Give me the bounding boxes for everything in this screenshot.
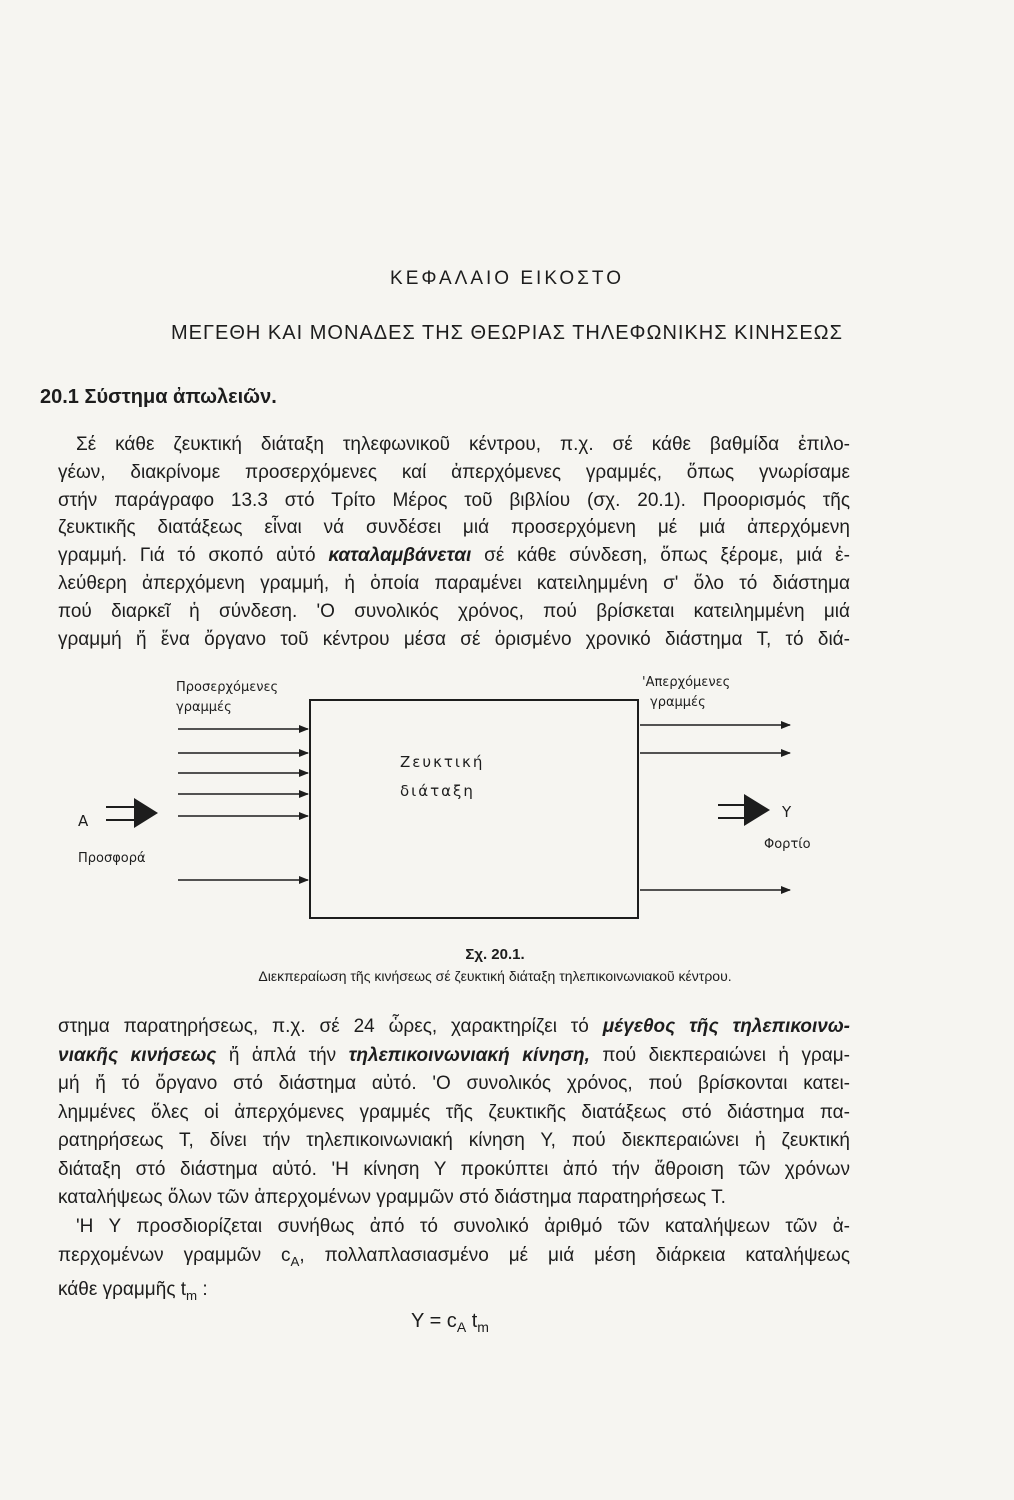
block-label: διάταξη	[400, 782, 475, 800]
chapter-heading: ΚΕΦΑΛΑΙΟ ΕΙΚΟΣΤΟ	[390, 268, 624, 289]
text-line: στήν παράγραφο 13.3 στό Τρίτο Μέρος τοῦ βιβλίου (σχ. 20.1). Προορισμός τῆς	[58, 489, 850, 511]
paragraph-3	[58, 1213, 850, 1310]
text-run: περχομένων γραμμῶν c	[58, 1244, 291, 1266]
emphasis-term: καταλαμβάνεται	[328, 545, 472, 567]
incoming-label: γραμμές	[176, 700, 232, 715]
text-line: λημμένες ὅλες οἱ ἀπερχόμενες γραμμές τῆς ζευκτικῆς διατάξεως στό διάστημα πα-	[58, 1101, 850, 1123]
text-run: σέ κάθε σύνδεση, ὅπως ξέρομε, μιά ἐ-	[471, 545, 850, 567]
load-symbol: Y	[782, 803, 792, 821]
outgoing-label: 'Απερχόμενες	[642, 675, 731, 690]
text-line	[58, 1276, 850, 1310]
text-line: ζευκτικῆς διατάξεως εἶναι νά συνδέσει μιά προσερχόμενη μέ μιά ἀπερχόμενη	[58, 517, 850, 539]
traffic-formula	[0, 1310, 900, 1335]
outgoing-label: γραμμές	[650, 695, 706, 710]
emphasis-term: νιακῆς κινήσεως	[58, 1044, 217, 1066]
outgoing-lines	[640, 725, 790, 890]
paragraph-1	[58, 431, 850, 653]
switching-diagram	[0, 670, 1014, 970]
figure-caption-title: Σχ. 20.1.	[465, 946, 525, 963]
subscript: A	[290, 1253, 300, 1269]
text-run: πού διεκπεραιώνει ἡ γραμ-	[589, 1044, 851, 1066]
text-line: 'Η Υ προσδιορίζεται συνήθως ἀπό τό συνολικό ἀριθμό τῶν καταλήψεων τῶν ἀ-	[76, 1216, 850, 1237]
section-title: Σύστημα ἀπωλειῶν.	[84, 386, 277, 408]
chapter-title: ΜΕΓΕΘΗ ΚΑΙ ΜΟΝΑΔΕΣ ΤΗΣ ΘΕΩΡΙΑΣ ΤΗΛΕΦΩΝΙΚΗΣ ΚΙΝΗΣΕΩΣ	[171, 322, 843, 344]
formula-part: Y = c	[411, 1310, 457, 1332]
emphasis-term: μέγεθος τῆς τηλεπικοινω-	[602, 1016, 850, 1037]
text-line	[58, 542, 850, 570]
text-run: :	[197, 1278, 208, 1300]
text-line	[58, 1013, 850, 1042]
text-run: ἤ ἁπλά τήν	[216, 1044, 349, 1066]
load-label: Φορτίο	[764, 837, 811, 852]
text-line	[58, 1042, 850, 1071]
incoming-lines	[178, 729, 308, 880]
offer-symbol: A	[78, 812, 89, 830]
incoming-label: Προσερχόμενες	[176, 680, 279, 695]
text-run: γραμμή. Γιά τό σκοπό αὐτό	[58, 545, 329, 567]
text-line: καταλήψεως ὅλων τῶν ἀπερχομένων γραμμῶν στό διάστημα παρατηρήσεως Τ.	[58, 1187, 726, 1208]
offer-label: Προσφορά	[78, 851, 146, 866]
text-run: κάθε γραμμῆς t	[58, 1278, 187, 1300]
text-line: γραμμή ἤ ἕνα ὄργανο τοῦ κέντρου μέσα σέ ὁρισμένο χρονικό διάστημα Τ, τό διά-	[58, 628, 850, 650]
section-heading	[40, 386, 277, 409]
text-line: μή ἤ τό ὄργανο στό διάστημα αὐτό. 'Ο συνολικός χρόνος, πού βρίσκονται κατει-	[58, 1073, 850, 1094]
text-run: , πολλαπλασιασμένο μέ μιά μέση διάρκεια καταλήψεως	[299, 1244, 850, 1266]
text-run: στημα παρατηρήσεως, π.χ. σέ 24 ὧρες, χαρακτηρίζει τό	[58, 1016, 603, 1037]
text-line: Σέ κάθε ζευκτική διάταξη τηλεφωνικοῦ κέντρου, π.χ. σέ κάθε βαθμίδα ἐπιλο-	[76, 434, 850, 455]
text-line: διάταξη στό διάστημα αὐτό. 'Η κίνηση Υ προκύπτει ἀπό τήν ἄθροιση τῶν χρόνων	[58, 1158, 850, 1180]
text-line: λεύθερη ἀπερχόμενη γραμμή, ἡ ὁποία παραμένει κατειλημμένη σ' ὅλο τό διάστημα	[58, 572, 850, 594]
formula-subscript: A	[456, 1319, 467, 1335]
text-line	[58, 1242, 850, 1276]
load-arrow	[718, 794, 770, 826]
subscript: m	[186, 1287, 198, 1303]
offer-arrow	[106, 798, 158, 828]
switching-block	[310, 700, 638, 918]
block-label: Ζευκτική	[400, 753, 485, 771]
text-line: πού διαρκεῖ ἡ σύνδεση. 'Ο συνολικός χρόνος, πού βρίσκεται κατειλημμένη μιά	[58, 600, 850, 622]
text-line: ρατηρήσεως Τ, δίνει τήν τηλεπικοινωνιακή κίνηση Υ, πού διεκπεραιώνει ἡ ζευκτική	[58, 1130, 850, 1151]
emphasis-term: τηλεπικοινωνιακή κίνηση,	[348, 1044, 590, 1066]
formula-part: t	[466, 1310, 478, 1332]
figure-caption-text: Διεκπεραίωση τῆς κινήσεως σέ ζευκτική διάταξη τηλεπικοινωνιακοῦ κέντρου.	[258, 968, 732, 984]
formula-subscript: m	[477, 1319, 489, 1335]
paragraph-2	[58, 1013, 850, 1213]
section-number: 20.1	[40, 386, 79, 408]
text-line: γέων, διακρίνομε προσερχόμενες καί ἀπερχόμενες γραμμές, ὅπως γνωρίσαμε	[58, 461, 850, 483]
